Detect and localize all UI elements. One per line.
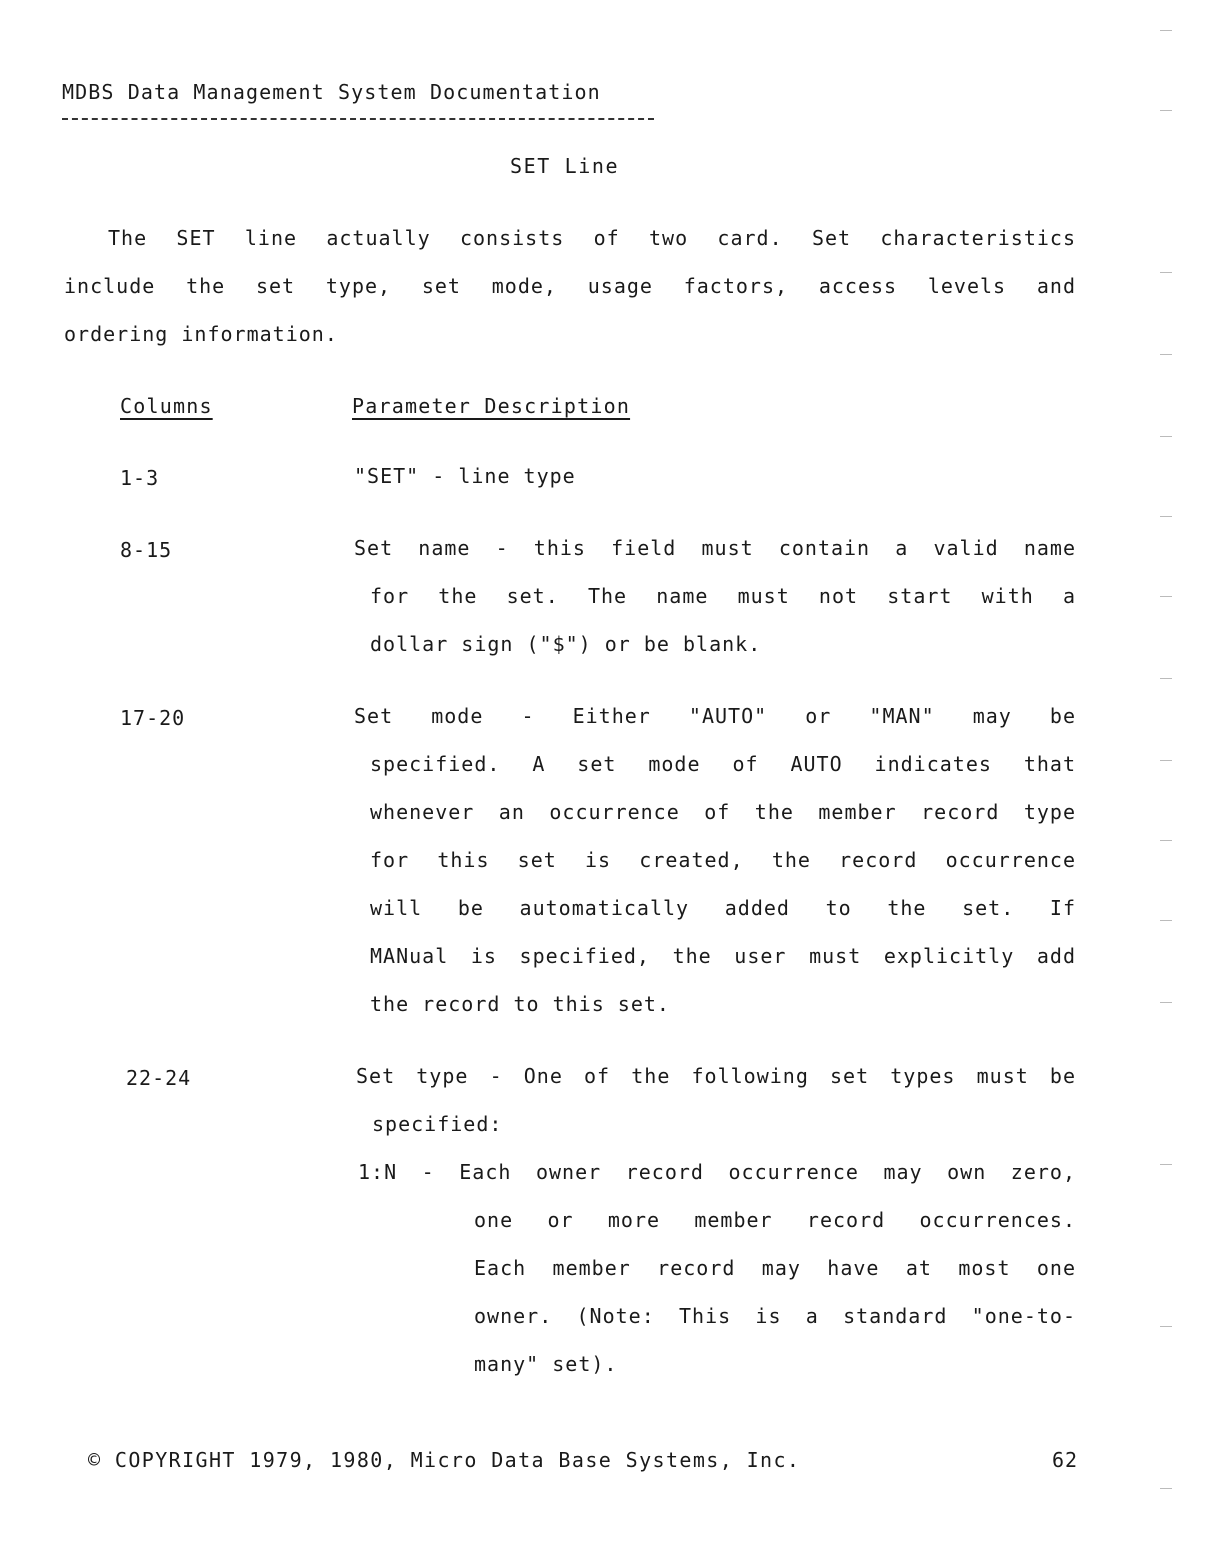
margin-mark [1160,354,1172,355]
row-description-line: specified. A set mode of AUTO indicates that [370,752,1076,776]
row-description-line: whenever an occurrence of the member record type [370,800,1076,824]
margin-mark [1160,1326,1172,1327]
row-description-line: specified: [372,1112,503,1136]
margin-mark [1160,1002,1172,1003]
margin-mark [1160,596,1172,597]
margin-mark [1160,920,1172,921]
intro-line: ordering information. [64,322,338,346]
row-description-line: Set mode - Either "AUTO" or "MAN" may be [354,704,1076,728]
row-description-line: the record to this set. [370,992,670,1016]
row-description-line: dollar sign ("$") or be blank. [370,632,762,656]
margin-mark [1160,110,1172,111]
margin-mark [1160,1488,1172,1489]
subitem-line: one or more member record occurrences. [474,1208,1076,1232]
intro-line: include the set type, set mode, usage factors, access levels and [64,274,1076,298]
subitem-line: many" set). [474,1352,618,1376]
margin-mark [1160,436,1172,437]
subitem-line: owner. (Note: This is a standard "one-to- [474,1304,1076,1328]
column-header-parameter-description: Parameter Description [352,394,631,418]
subitem-line: 1:N - Each owner record occurrence may own zero, [358,1160,1076,1184]
row-columns-17-20: 17-20 [120,706,186,730]
margin-mark [1160,516,1172,517]
margin-mark [1160,678,1172,679]
document-header: MDBS Data Management System Documentation [62,80,601,104]
row-description-line: Set type - One of the following set types must be [356,1064,1076,1088]
column-header-columns: Columns [120,394,213,418]
header-rule [62,118,654,120]
section-title: SET Line [510,154,620,178]
copyright-footer: © COPYRIGHT 1979, 1980, Micro Data Base Systems, Inc. [88,1448,801,1472]
row-description-line: "SET" - line type [354,464,576,488]
row-columns-22-24: 22-24 [126,1066,192,1090]
margin-mark [1160,30,1172,31]
row-columns-1-3: 1-3 [120,466,160,490]
row-columns-8-15: 8-15 [120,538,173,562]
intro-line: The SET line actually consists of two card. Set characteristics [108,226,1076,250]
margin-mark [1160,1164,1172,1165]
row-description-line: will be automatically added to the set. If [370,896,1076,920]
row-description-line: MANual is specified, the user must explicitly add [370,944,1076,968]
page-number: 62 [1052,1448,1079,1472]
row-description-line: Set name - this field must contain a valid name [354,536,1076,560]
row-description-line: for the set. The name must not start with a [370,584,1076,608]
margin-mark [1160,840,1172,841]
margin-mark [1160,760,1172,761]
margin-mark [1160,272,1172,273]
row-description-line: for this set is created, the record occurrence [370,848,1076,872]
subitem-line: Each member record may have at most one [474,1256,1076,1280]
